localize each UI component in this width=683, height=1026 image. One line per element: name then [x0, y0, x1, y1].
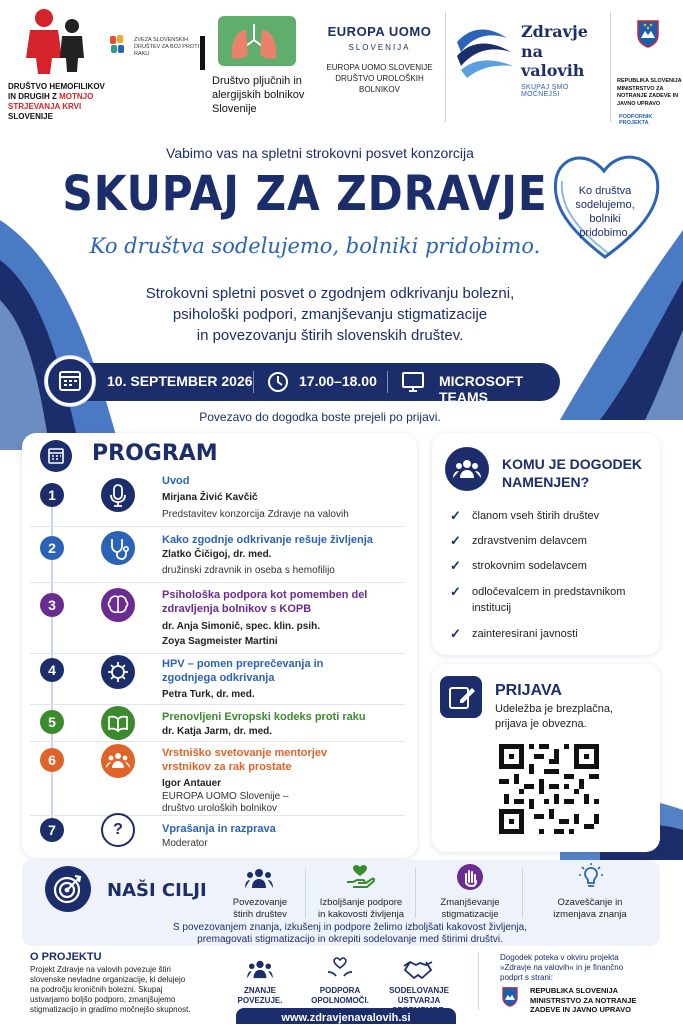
question-icon: ? [113, 821, 123, 838]
logo-republika [615, 20, 683, 130]
check-icon: ✓ [450, 584, 461, 599]
group-icon [101, 744, 135, 778]
event-note: Povezavo do dogodka boste prejeli po prijavi. [199, 410, 441, 424]
goal-label-4 [545, 897, 635, 921]
goal-label-1 [220, 897, 300, 921]
program-title-1: Uvod [162, 475, 190, 487]
goals-summary [100, 922, 600, 946]
project-text-4: ustvarjamo boljšo podporo, zmanjšujemo [30, 995, 176, 1004]
microphone-icon [101, 478, 135, 512]
program-icon-4 [101, 655, 135, 689]
program-name-6: Igor Antauer [162, 778, 222, 789]
ministry-line1: REPUBLIKA SLOVENIJA [530, 986, 619, 995]
program-title-6a: Vrstniško svetovanje mentorjev [162, 747, 328, 759]
check-icon: ✓ [450, 558, 461, 573]
logo-europa-uomo [322, 24, 437, 114]
audience-heading [502, 455, 642, 491]
ministry-line2: MINISTRSTVO ZA NOTRANJE [530, 995, 637, 1005]
goals-target-circle [45, 866, 91, 912]
header-divider-2 [610, 12, 611, 122]
goals-divider [305, 868, 306, 918]
slogan-2-line1: PODPORA [319, 986, 361, 995]
slogan-1-line2: POVEZUJE. [237, 996, 283, 1005]
logo-bar [200, 36, 205, 70]
logo-zdravje-na-valovih [455, 20, 605, 100]
goal-4-line1: Ozaveščanje in [557, 897, 623, 908]
audience-item-4a: odločevalcem in predstavnikom [472, 586, 626, 598]
pljucni-text: Društvo pljučnih in alergijskih bolnikov Slovenije [212, 75, 305, 115]
hemofilija-emblem-icon [16, 4, 96, 74]
lightbulb-icon [578, 862, 604, 890]
goal-3-line1: Zmanjševanje [440, 897, 500, 908]
project-text-2: slovenske nevladne organizacije, ki delujejo [30, 975, 186, 984]
zdravje-name-1: Zdravje [521, 22, 588, 41]
program-icon-1 [101, 478, 135, 512]
goals-heading: NAŠI CILJI [107, 880, 207, 901]
goal-1-line2: štirih društev [233, 909, 287, 920]
funding-text [500, 953, 670, 983]
main-title: SKUPAJ ZA ZDRAVJE [62, 166, 548, 222]
project-text-3: na področju kroničnih bolezni. Skupaj [30, 985, 163, 994]
goal-4-line2: izmenjava znanja [553, 909, 627, 920]
program-title-6b: vrstnikov za rak prostate [162, 761, 292, 773]
program-icon-7 [101, 813, 135, 847]
edit-form-icon [440, 676, 482, 718]
calendar-icon [40, 440, 72, 472]
hero-description [70, 283, 590, 346]
goals-summary-1: S povezovanjem znanja, izkušenj in podpore želimo izboljšati kakovost življenja, [172, 922, 528, 933]
funding-line1: Dogodek poteka v okviru projekta [500, 953, 619, 962]
audience-item-5: zainteresirani javnosti [472, 628, 578, 640]
program-title-5: Prenovljeni Evropski kodeks proti raku [162, 711, 366, 723]
program-separator [30, 526, 405, 527]
program-separator [30, 704, 405, 705]
hero-desc-line1: Strokovni spletni posvet o zgodnjem odkrivanju bolezni, [145, 285, 515, 302]
program-separator [30, 582, 405, 583]
people-icon [445, 447, 489, 491]
handshake-icon [402, 958, 434, 980]
goal-2-line1: Izboljšanje podpore [319, 897, 403, 908]
audience-item-2: zdravstvenim delavcem [472, 535, 587, 547]
goal-2-line2: in kakovosti življenja [317, 909, 405, 920]
program-name-1: Mirjana Živić Kavčič [162, 492, 258, 503]
audience-heading-2: NAMENJEN? [502, 474, 590, 490]
hands-icon [108, 34, 130, 56]
ministry-line3: ZADEVE IN JAVNO UPRAVO [530, 1005, 631, 1014]
hero-subtitle: Ko društva sodelujemo, bolniki pridobimo. [89, 234, 541, 258]
goals-summary-2: premagovati stigmatizacijo in okrepiti sodelovanje med štirimi društvi. [197, 934, 503, 945]
logo-zveza [108, 34, 203, 74]
monitor-icon [401, 371, 425, 393]
coat-of-arms-icon [637, 20, 659, 48]
program-number-6: 6 [40, 748, 64, 772]
event-time: 17.00–18.00 [299, 373, 377, 389]
ministry-text [530, 986, 670, 1015]
program-number-5: 5 [40, 710, 64, 734]
audience-item-4b: institucij [472, 602, 512, 614]
check-icon: ✓ [450, 626, 461, 641]
people-icon [244, 866, 274, 890]
event-info-bar [45, 363, 560, 405]
footer-divider [478, 952, 479, 1010]
program-title-3a: Psihološka podpora kot pomemben del [162, 589, 368, 601]
program-icon-2 [101, 531, 135, 565]
program-desc-2: družinski zdravnik in oseba s hemofilijo [162, 565, 335, 576]
zdravje-tagline: SKUPAJ SMO MOČNEJŠI [521, 84, 569, 98]
republika-support: PODPORNIK PROJEKTA [619, 114, 653, 126]
registration-qr-code[interactable] [494, 738, 604, 840]
program-desc-6a: EUROPA UOMO Slovenije – [162, 791, 289, 802]
audience-item-1: članom vseh štirih društev [472, 510, 600, 522]
heart-hand-icon [345, 864, 375, 890]
program-number-1: 1 [40, 483, 64, 507]
goal-label-3 [424, 897, 516, 921]
registration-heading: PRIJAVA [495, 682, 562, 699]
europa-country: SLOVENIJA [348, 43, 411, 52]
registration-line1: Udeležba je brezplačna, [495, 703, 614, 715]
website-bar [236, 1008, 456, 1024]
event-platform: MICROSOFT TEAMS [439, 373, 523, 405]
program-title-2: Kako zgodnje odkrivanje rešuje življenja [162, 534, 373, 546]
program-title-3b: zdravljenja bolnikov s KOPB [162, 603, 312, 615]
stethoscope-icon [101, 531, 135, 565]
bar-divider [253, 371, 254, 393]
lungs-icon [218, 16, 296, 66]
people-icon [246, 958, 274, 980]
program-title-4b: zgodnjega odkrivanja [162, 672, 275, 684]
program-heading: PROGRAM [92, 441, 218, 466]
hemofilija-line4: SLOVENIJE [8, 112, 53, 121]
coat-of-arms-icon [502, 987, 518, 1007]
registration-icon-box [440, 676, 482, 718]
stop-hand-circle [457, 864, 483, 890]
hemofilija-line1: DRUŠTVO HEMOFILIKOV [8, 82, 105, 91]
program-number-4: 4 [40, 658, 64, 682]
slogan-3-line1: SODELOVANJE [389, 986, 449, 995]
calendar-circle [45, 356, 95, 406]
zveza-text: ZVEZA SLOVENSKIH DRUŠTEV ZA BOJ PROTI RAKU [134, 37, 200, 57]
heart-hands-icon [326, 956, 354, 980]
check-icon: ✓ [450, 533, 461, 548]
slogan-1 [228, 986, 292, 1006]
funding-line3: podprt s strani: [500, 973, 553, 982]
program-desc-7: Moderator [162, 838, 208, 849]
goal-3-line2: stigmatizacije [441, 909, 499, 920]
program-calendar-circle [40, 440, 72, 472]
audience-icon-circle [445, 447, 489, 491]
audience-heading-1: KOMU JE DOGODEK [502, 456, 643, 472]
hero-desc-line2: psihološki podpori, zmanjševanju stigmatizacije [172, 306, 488, 323]
slogan-1-line1: ZNANJE [243, 986, 276, 995]
slogan-2-line2: OPOLNOMOČI. [311, 996, 369, 1005]
hero-desc-line3: in povezovanju štirih slovenskih društev. [196, 327, 464, 344]
program-icon-5 [101, 706, 135, 740]
clock-icon [267, 371, 289, 393]
project-text [30, 965, 230, 1015]
europa-name: EUROPA UOMO [327, 24, 432, 39]
program-separator [30, 815, 405, 816]
logo-hemofilija [8, 4, 118, 134]
virus-icon [101, 655, 135, 689]
program-title-4a: HPV – pomen preprečevanja in [162, 658, 324, 670]
registration-line2: prijava je obvezna. [495, 718, 587, 730]
project-text-1: Projekt Zdravje na valovih povezuje štiri [30, 965, 171, 974]
program-desc-1: Predstavitev konzorcija Zdravje na valovih [162, 509, 349, 520]
goal-1-line1: Povezovanje [232, 897, 288, 908]
program-name-3a: dr. Anja Simonič, spec. klin. psih. [162, 621, 321, 632]
program-number-2: 2 [40, 536, 64, 560]
book-icon [101, 706, 135, 740]
program-separator [30, 653, 405, 654]
slogan-2 [305, 986, 375, 1006]
project-text-5: stigmatizacijo in gradimo močnejšo skupnost. [30, 1005, 191, 1014]
heart-text: Ko društva sodelujemo, bolniki pridobimo. [575, 185, 635, 239]
check-icon: ✓ [450, 508, 461, 523]
slogan-3-line2: USTVARJA [397, 996, 441, 1005]
program-name-5: dr. Katja Jarm, dr. med. [162, 726, 273, 737]
hemofilija-line2a: IN DRUGIH Z [8, 92, 60, 101]
republika-text: REPUBLIKA SLOVENIJA MINISTRSTVO ZA NOTRANJE ZADEVE IN JAVNO UPRAVO [617, 78, 682, 107]
website-link[interactable]: www.zdravjenavalovih.si [281, 1012, 411, 1024]
goals-divider [415, 868, 416, 918]
audience-item-3: strokovnim sodelavcem [472, 560, 587, 572]
hemofilija-line3: STRJEVANJA KRVI [8, 102, 82, 111]
calendar-icon [48, 359, 92, 403]
program-separator [30, 741, 405, 742]
invite-text: Vabimo vas na spletni strokovni posvet konzorcija [166, 145, 474, 161]
program-name-3b: Zoya Sagmeister Martini [162, 636, 278, 647]
program-number-7: 7 [40, 818, 64, 842]
target-icon [45, 866, 91, 912]
hemofilija-line2b: MOTNJO [59, 92, 94, 101]
program-name-2: Zlatko Čičigoj, dr. med. [162, 549, 272, 560]
bar-divider-2 [387, 371, 388, 393]
program-desc-6b: društvo uroloških bolnikov [162, 803, 278, 814]
program-icon-3 [101, 588, 135, 622]
program-icon-6 [101, 744, 135, 778]
goal-label-2 [312, 897, 410, 921]
logo-pljucni [200, 12, 310, 127]
program-title-7: Vprašanja in razprava [162, 823, 276, 835]
program-number-3: 3 [40, 593, 64, 617]
program-name-4: Petra Turk, dr. med. [162, 689, 255, 700]
stop-hand-icon [457, 864, 483, 890]
funding-line2: »Zdravje na valovih« in je finančno [500, 963, 624, 972]
brain-icon [101, 588, 135, 622]
header-divider [445, 12, 446, 122]
event-date: 10. SEPTEMBER 2026 [107, 373, 253, 389]
wave-logo-icon [455, 22, 515, 82]
project-heading: O PROJEKTU [30, 951, 102, 963]
goals-divider [522, 868, 523, 918]
europa-sub: EUROPA UOMO SLOVENIJE DRUŠTVO UROLOŠKIH BOLNIKOV [326, 63, 433, 94]
zdravje-name-2: na valovih [521, 42, 585, 80]
